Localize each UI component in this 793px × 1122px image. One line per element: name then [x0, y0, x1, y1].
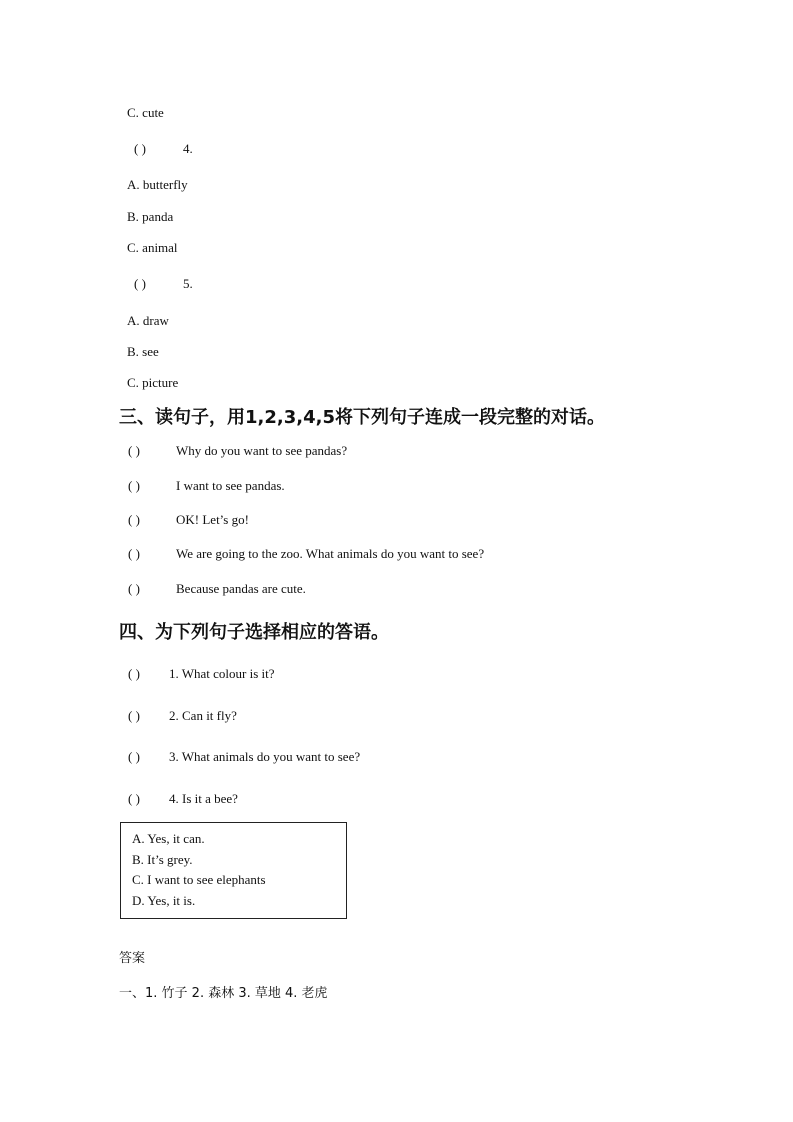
q5-option-a: A. draw — [127, 313, 169, 328]
s3-sentence-5: Because pandas are cute. — [176, 581, 306, 596]
q5-answer-blank: ( ) — [134, 276, 146, 291]
q4-answer-blank: ( ) — [134, 141, 146, 156]
answer-option-b: B. It’s grey. — [132, 852, 193, 867]
q4-option-b: B. panda — [127, 209, 174, 224]
s3-blank-1: ( ) — [128, 443, 140, 458]
answer-options-box — [120, 822, 347, 919]
s4-question-1: 1. What colour is it? — [169, 666, 275, 681]
q5-option-c: C. picture — [127, 375, 179, 390]
q5-option-b: B. see — [127, 344, 159, 359]
s3-sentence-1: Why do you want to see pandas? — [176, 443, 348, 458]
answer-option-d: D. Yes, it is. — [132, 893, 196, 908]
q5-number: 5. — [183, 276, 193, 291]
s4-blank-1: ( ) — [128, 666, 140, 681]
answer-option-a: A. Yes, it can. — [132, 831, 205, 846]
q4-number: 4. — [183, 141, 193, 156]
s4-question-3: 3. What animals do you want to see? — [169, 749, 361, 764]
s3-sentence-3: OK! Let’s go! — [176, 512, 249, 527]
s3-blank-4: ( ) — [128, 546, 140, 561]
s4-blank-2: ( ) — [128, 708, 140, 723]
s3-blank-2: ( ) — [128, 478, 140, 493]
s4-question-2: 2. Can it fly? — [169, 708, 237, 723]
answer-option-c: C. I want to see elephants — [132, 872, 266, 887]
s4-blank-3: ( ) — [128, 749, 140, 764]
section3-heading: 三、读句子，用1,2,3,4,5将下列句子连成一段完整的对话。 — [119, 407, 605, 428]
q3-option-c: C. cute — [127, 105, 164, 120]
q4-option-a: A. butterfly — [127, 177, 188, 192]
q4-option-c: C. animal — [127, 240, 178, 255]
s4-question-4: 4. Is it a bee? — [169, 791, 238, 806]
s3-sentence-2: I want to see pandas. — [176, 478, 285, 493]
s4-blank-4: ( ) — [128, 791, 140, 806]
answers-title: 答案 — [119, 951, 146, 966]
s3-blank-5: ( ) — [128, 581, 140, 596]
s3-sentence-4: We are going to the zoo. What animals do you want to see? — [176, 546, 485, 561]
answers-section1: 一、1. 竹子 2. 森林 3. 草地 4. 老虎 — [119, 986, 328, 1001]
section4-heading: 四、为下列句子选择相应的答语。 — [119, 622, 389, 643]
s3-blank-3: ( ) — [128, 512, 140, 527]
